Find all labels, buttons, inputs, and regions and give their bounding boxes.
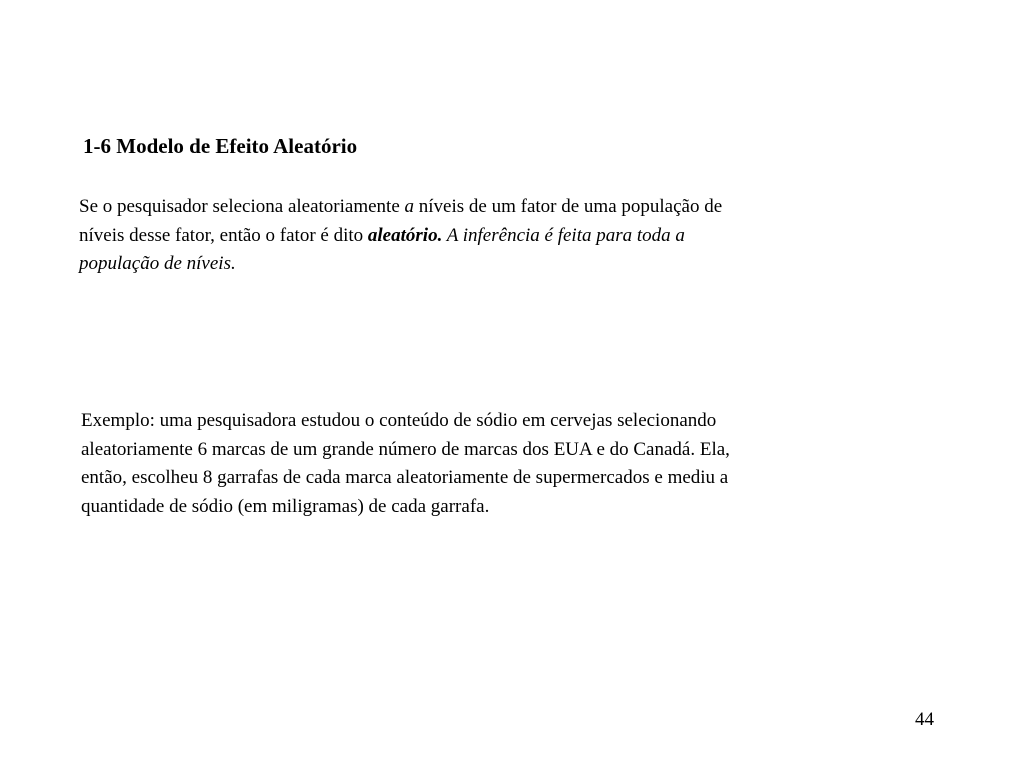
- inference-note: A inferência é feita para toda a: [442, 224, 685, 246]
- example-line: quantidade de sódio (em miligramas) de cada garrafa.: [81, 495, 490, 517]
- example-line: Exemplo: uma pesquisadora estudou o conteúdo de sódio em cervejas selecionando: [81, 410, 717, 431]
- example-line: aleatoriamente 6 marcas de um grande número de marcas dos EUA e do Canadá. Ela,: [81, 438, 730, 460]
- defined-term: aleatório.: [367, 224, 443, 246]
- example-paragraph: [81, 407, 881, 521]
- page-number: 44: [915, 709, 934, 730]
- slide-title: 1-6 Modelo de Efeito Aleatório: [83, 134, 358, 158]
- variable-a: a: [404, 196, 415, 217]
- definition-line-1: [79, 193, 869, 222]
- definition-text: níveis de um fator de uma população de: [414, 196, 723, 217]
- definition-line-2: [79, 222, 869, 251]
- definition-paragraph: [79, 193, 869, 279]
- definition-text: níveis desse fator, então o fator é dito: [79, 224, 368, 246]
- example-line: então, escolheu 8 garrafas de cada marca aleatoriamente de supermercados e mediu a: [81, 467, 729, 488]
- definition-line-3: população de níveis.: [79, 253, 236, 274]
- definition-text: Se o pesquisador seleciona aleatoriamente: [79, 196, 405, 217]
